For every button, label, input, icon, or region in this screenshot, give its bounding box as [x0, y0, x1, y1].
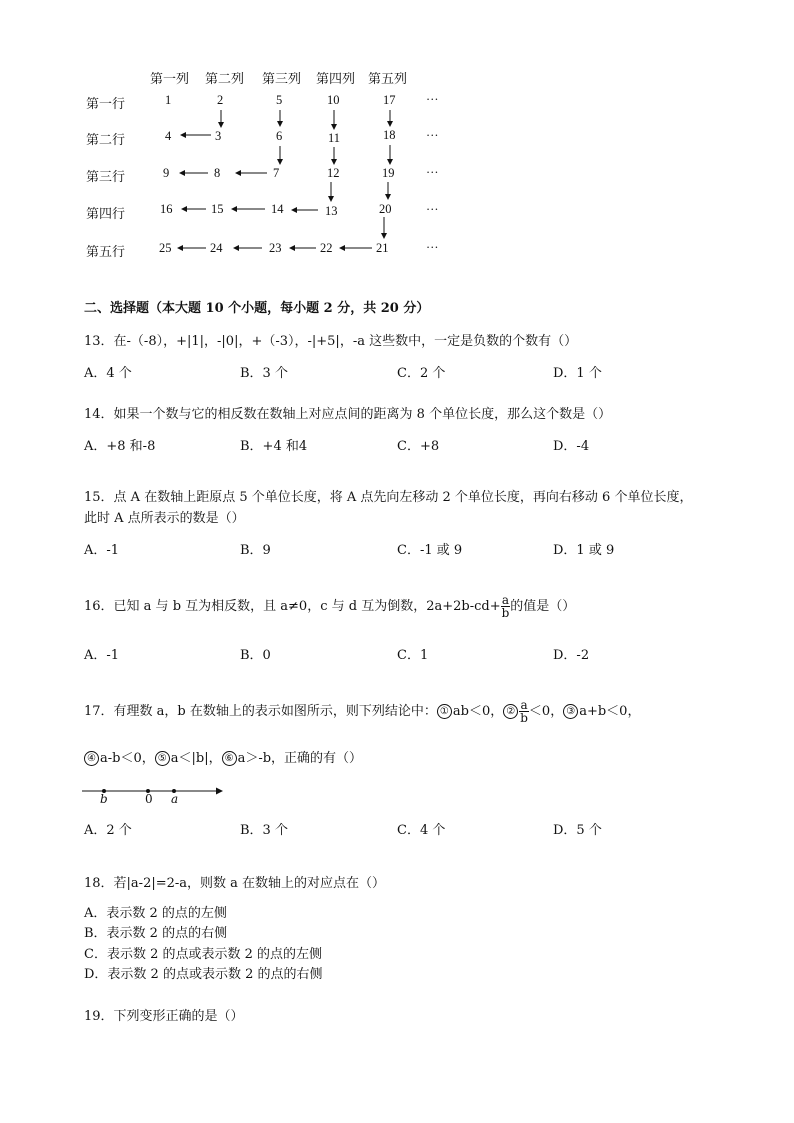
q16-option-a[interactable]: A．-1 — [84, 648, 120, 663]
grid-cell: 4 — [165, 129, 172, 143]
q14-option-c[interactable]: C．+8 — [397, 439, 440, 454]
q13-option-d[interactable]: D．1 个 — [553, 366, 602, 381]
q18-option-a[interactable]: A．表示数 2 的点的左侧 — [84, 906, 227, 921]
number-line-label-b: b — [100, 792, 108, 806]
grid-cell: 12 — [327, 166, 340, 180]
grid-cell: 10 — [327, 93, 340, 107]
ellipsis-row-3: … — [426, 162, 439, 176]
row-label-3: 第三行 — [86, 170, 126, 185]
grid-cell: 2 — [217, 93, 224, 107]
grid-cell: 1 — [165, 93, 172, 107]
circled-number-5: ⑤ — [155, 751, 170, 766]
grid-cell: 19 — [382, 166, 395, 180]
section-title: 二、选择题（本大题 10 个小题，每小题 2 分，共 20 分） — [84, 301, 430, 316]
grid-cell: 25 — [159, 241, 172, 255]
question-15-text-line-2: 此时 A 点所表示的数是（） — [84, 511, 245, 526]
column-header-5: 第五列 — [368, 72, 408, 87]
column-header-4: 第四列 — [316, 72, 356, 87]
q16-suffix: 的值是（） — [510, 599, 576, 614]
grid-cell: 17 — [383, 93, 396, 107]
question-13-text: 13．在-（-8），+|1|，-|0|，+（-3），-|+5|，-a 这些数中，一定是负数的个数有（） — [84, 334, 578, 349]
number-line-label-zero: 0 — [145, 792, 153, 806]
circled-number-6: ⑥ — [222, 751, 237, 766]
grid-cell: 24 — [210, 241, 223, 255]
q16-option-d[interactable]: D．-2 — [553, 648, 590, 663]
q17-option-c[interactable]: C．4 个 — [397, 823, 446, 838]
q17-fraction — [519, 699, 529, 724]
q17-option-b[interactable]: B．3 个 — [240, 823, 288, 838]
q16-fraction-numerator: a — [501, 593, 510, 607]
q18-option-d[interactable]: D．表示数 2 的点或表示数 2 的点的右侧 — [84, 967, 323, 982]
ellipsis-row-4: … — [426, 199, 439, 213]
q17-option-d[interactable]: D．5 个 — [553, 823, 602, 838]
row-label-2: 第二行 — [86, 133, 126, 148]
row-label-4: 第四行 — [86, 207, 126, 222]
q16-option-b[interactable]: B．0 — [240, 648, 271, 663]
question-17-text-line-1 — [84, 699, 640, 724]
q14-option-b[interactable]: B．+4 和4 — [240, 439, 308, 454]
row-label-1: 第一行 — [86, 97, 126, 112]
q15-option-c[interactable]: C．-1 或 9 — [397, 543, 463, 558]
q17-conclusion-6: a＞-b，正确的有（） — [237, 751, 363, 766]
q13-option-a[interactable]: A．4 个 — [84, 366, 132, 381]
grid-cell: 8 — [214, 166, 221, 180]
question-19-text: 19．下列变形正确的是（） — [84, 1009, 244, 1024]
grid-cell: 7 — [273, 166, 280, 180]
column-header-1: 第一列 — [150, 72, 190, 87]
q16-fraction-denominator: b — [501, 606, 510, 620]
grid-cell: 9 — [163, 166, 170, 180]
grid-cell: 21 — [376, 241, 389, 255]
question-16-text — [84, 594, 575, 619]
q18-option-b[interactable]: B．表示数 2 的点的右侧 — [84, 926, 228, 941]
grid-cell: 6 — [276, 129, 283, 143]
ellipsis-row-2: … — [426, 125, 439, 139]
ellipsis-row-5: … — [426, 237, 439, 251]
grid-cell: 3 — [215, 129, 222, 143]
circled-number-2: ② — [503, 704, 518, 719]
grid-arrows — [0, 0, 794, 280]
grid-cell: 15 — [211, 202, 224, 216]
column-header-3: 第三列 — [262, 72, 302, 87]
question-17-text-line-2 — [84, 747, 362, 766]
q16-option-c[interactable]: C．1 — [397, 648, 429, 663]
q14-option-d[interactable]: D．-4 — [553, 439, 590, 454]
grid-cell: 20 — [379, 202, 392, 216]
q17-conclusion-1: ab＜0， — [452, 704, 504, 719]
q14-option-a[interactable]: A．+8 和-8 — [84, 439, 156, 454]
q16-prefix: 16．已知 a 与 b 互为相反数，且 a≠0，c 与 d 互为倒数，2a+2b-cd+ — [84, 599, 501, 614]
circled-number-4: ④ — [84, 751, 99, 766]
circled-number-3: ③ — [563, 704, 578, 719]
grid-cell: 14 — [271, 202, 284, 216]
q18-option-c[interactable]: C．表示数 2 的点或表示数 2 的点的左侧 — [84, 947, 323, 962]
grid-cell: 11 — [328, 131, 341, 145]
q13-option-b[interactable]: B．3 个 — [240, 366, 288, 381]
q17-conclusion-2: ＜0， — [528, 704, 564, 719]
q17-conclusion-5: a＜|b|， — [170, 751, 222, 766]
q15-option-d[interactable]: D．1 或 9 — [553, 543, 615, 558]
q17-prefix: 17．有理数 a，b 在数轴上的表示如图所示，则下列结论中： — [84, 704, 437, 719]
q17-conclusion-4: a-b＜0， — [100, 751, 155, 766]
grid-cell: 18 — [383, 128, 396, 142]
column-header-2: 第二列 — [205, 72, 245, 87]
q15-option-b[interactable]: B．9 — [240, 543, 271, 558]
question-18-text: 18．若|a-2|=2-a，则数 a 在数轴上的对应点在（） — [84, 876, 386, 891]
grid-cell: 5 — [276, 93, 283, 107]
q17-option-a[interactable]: A．2 个 — [84, 823, 132, 838]
q15-option-a[interactable]: A．-1 — [84, 543, 120, 558]
q16-fraction — [501, 594, 511, 619]
q17-fraction-numerator: a — [520, 698, 528, 712]
q17-fraction-denominator: b — [520, 711, 528, 725]
row-label-5: 第五行 — [86, 245, 126, 260]
grid-cell: 13 — [325, 204, 338, 218]
number-line-label-a: a — [171, 792, 179, 806]
ellipsis-row-1: … — [426, 89, 439, 103]
grid-cell: 23 — [269, 241, 282, 255]
q17-conclusion-3: a+b＜0， — [579, 704, 641, 719]
q13-option-c[interactable]: C．2 个 — [397, 366, 446, 381]
grid-cell: 22 — [320, 241, 333, 255]
grid-cell: 16 — [160, 202, 173, 216]
question-15-text-line-1: 15．点 A 在数轴上距原点 5 个单位长度，将 A 点先向左移动 2 个单位长度，再向右移动 6 个单位长度， — [84, 490, 693, 505]
circled-number-1: ① — [437, 704, 452, 719]
question-14-text: 14．如果一个数与它的相反数在数轴上对应点间的距离为 8 个单位长度，那么这个数是（） — [84, 407, 612, 422]
